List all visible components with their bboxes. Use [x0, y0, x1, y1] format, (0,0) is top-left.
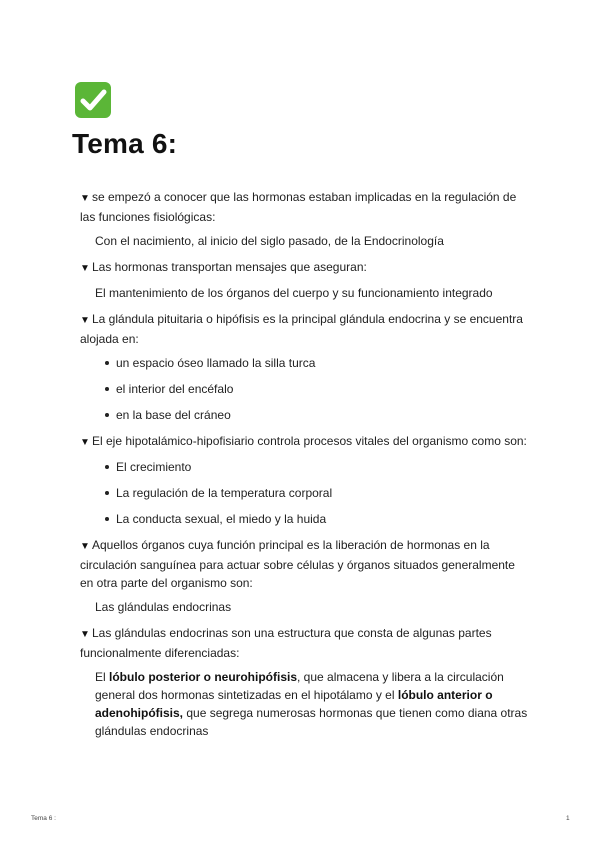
toggle-question: El eje hipotalámico-hipofisiario controla procesos vitales del organismo como son:	[92, 434, 527, 448]
toggle-question: Las glándulas endocrinas son una estructura que consta de algunas partes funcionalmente diferenciadas:	[80, 626, 492, 660]
toggle-item[interactable]	[80, 258, 530, 278]
footer-title: Tema 6 :	[31, 815, 56, 822]
toggle-triangle-icon[interactable]: ▼	[80, 437, 90, 448]
bullet-dot-icon	[105, 465, 109, 469]
bullet-list	[80, 354, 530, 424]
bullet-dot-icon	[105, 491, 109, 495]
toggle-triangle-icon[interactable]: ▼	[80, 193, 90, 204]
toggle-list	[80, 188, 530, 748]
bullet-list	[80, 458, 530, 528]
bullet-item: en la base del cráneo	[80, 406, 530, 424]
page-number: 1	[566, 815, 570, 822]
toggle-item[interactable]	[80, 536, 530, 592]
toggle-answer: El mantenimiento de los órganos del cuerpo y su funcionamiento integrado	[95, 286, 493, 300]
toggle-item[interactable]	[80, 188, 530, 226]
page-title: Tema 6:	[72, 128, 178, 159]
toggle-answer: El lóbulo posterior o neurohipófisis, que almacena y libera a la circulación general dos hormonas sintetizadas en el hipotálamo y el lóbulo anterior o adenohipófisis, que segrega numerosas hormonas que tienen como diana otras glándulas endocrinas	[95, 670, 528, 738]
bullet-item: La conducta sexual, el miedo y la huida	[80, 510, 530, 528]
toggle-question: Aquellos órganos cuya función principal es la liberación de hormonas en la circulación sanguínea para actuar sobre células y órganos situados generalmente en otra parte del organismo son:	[80, 538, 515, 590]
bullet-dot-icon	[105, 517, 109, 521]
toggle-answer: Con el nacimiento, al inicio del siglo pasado, de la Endocrinología	[95, 234, 444, 248]
bullet-item: el interior del encéfalo	[80, 380, 530, 398]
toggle-question: se empezó a conocer que las hormonas estaban implicadas en la regulación de las funciones fisiológicas:	[80, 190, 517, 224]
check-mark-icon	[73, 80, 113, 120]
bullet-item: La regulación de la temperatura corporal	[80, 484, 530, 502]
toggle-triangle-icon[interactable]: ▼	[80, 629, 90, 640]
bullet-dot-icon	[105, 361, 109, 365]
toggle-answer: Las glándulas endocrinas	[95, 600, 232, 614]
toggle-item[interactable]	[80, 432, 530, 452]
toggle-triangle-icon[interactable]: ▼	[80, 263, 90, 274]
bullet-item: El crecimiento	[80, 458, 530, 476]
toggle-question: La glándula pituitaria o hipófisis es la principal glándula endocrina y se encuentra alojada en:	[80, 312, 523, 346]
bullet-dot-icon	[105, 387, 109, 391]
bold-term: lóbulo anterior o adenohipófisis,	[95, 688, 493, 720]
bullet-item: un espacio óseo llamado la silla turca	[80, 354, 530, 372]
toggle-triangle-icon[interactable]: ▼	[80, 315, 90, 326]
toggle-item[interactable]	[80, 624, 530, 662]
bold-term: lóbulo posterior o neurohipófisis	[109, 670, 298, 684]
toggle-item[interactable]	[80, 310, 530, 348]
toggle-triangle-icon[interactable]: ▼	[80, 541, 90, 552]
toggle-question: Las hormonas transportan mensajes que aseguran:	[92, 260, 367, 274]
bullet-dot-icon	[105, 413, 109, 417]
